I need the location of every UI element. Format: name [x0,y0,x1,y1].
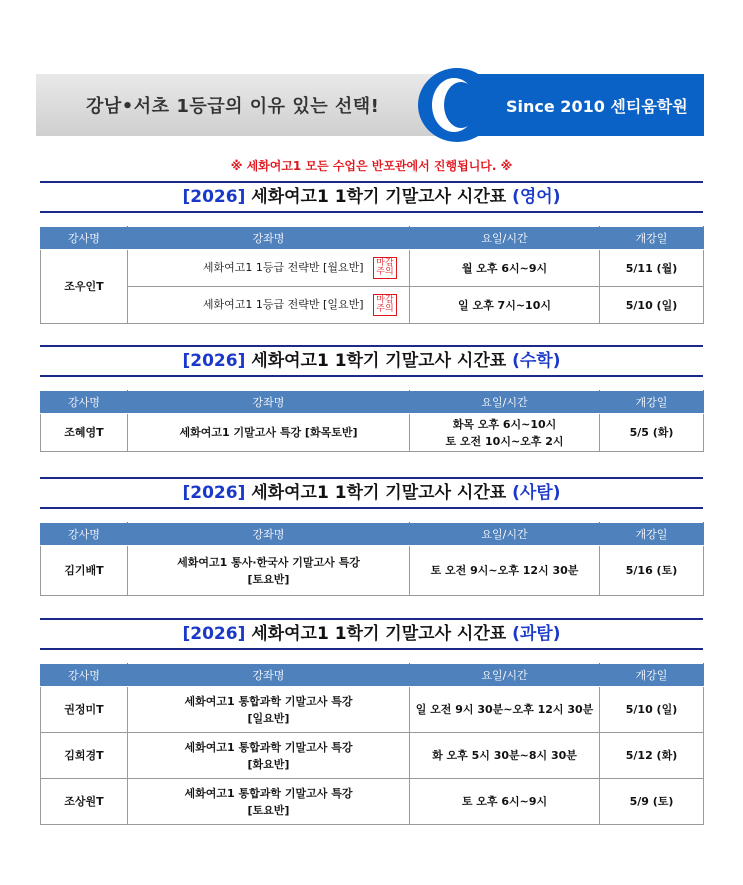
schedule-table [40,226,704,324]
header-teacher: 강사명 [41,227,128,250]
section-title [40,181,703,213]
course-cell [128,546,410,596]
course-line: 세화여고1 통사·한국사 기말고사 특강 [177,555,360,569]
schedule-section-english [40,181,703,314]
header-banner [36,74,704,136]
course-name: 세화여고1 1등급 전략반 [일요반] [202,298,364,311]
schedule-section-science [40,618,703,817]
teacher-cell: 조우인T [41,250,128,324]
header-start: 개강일 [600,523,704,546]
section-title [40,477,703,509]
course-name: 세화여고1 1등급 전략반 [월요반] [202,261,364,274]
course-cell [128,779,410,825]
start-cell: 5/12 (화) [600,733,704,779]
table-row [41,414,704,452]
schedule-table [40,390,704,452]
course-line: [일요반] [247,711,290,725]
time-cell: 화 오후 5시 30분~8시 30분 [410,733,600,779]
start-cell: 5/5 (화) [600,414,704,452]
section-year: [2026] [182,187,246,207]
section-subject: (과탐) [512,624,561,644]
table-row [41,779,704,825]
location-notice: ※ 세화여고1 모든 수업은 반포관에서 진행됩니다. ※ [230,159,513,173]
course-cell: 세화여고1 기말고사 특강 [화목토반] [128,414,410,452]
schedule-section-social [40,477,703,586]
section-title-text: 세화여고1 1학기 기말고사 시간표 [251,187,507,207]
table-row [41,733,704,779]
header-teacher: 강사명 [41,523,128,546]
section-year: [2026] [182,624,246,644]
section-title [40,618,703,650]
time-cell: 토 오전 9시~오후 12시 30분 [410,546,600,596]
teacher-cell: 김희경T [41,733,128,779]
header-start: 개강일 [600,391,704,414]
course-cell [128,250,410,287]
start-cell: 5/10 (일) [600,687,704,733]
time-line: 화목 오후 6시~10시 [452,417,557,431]
course-cell [128,687,410,733]
section-title-text: 세화여고1 1학기 기말고사 시간표 [251,483,507,503]
course-line: [토요반] [247,803,290,817]
teacher-cell: 권정미T [41,687,128,733]
section-year: [2026] [182,483,246,503]
closing-warning-badge [373,257,397,279]
start-cell: 5/11 (월) [600,250,704,287]
time-cell: 월 오후 6시~9시 [410,250,600,287]
teacher-cell: 조혜영T [41,414,128,452]
schedule-table [40,663,704,825]
course-line: 세화여고1 통합과학 기말고사 특강 [184,740,353,754]
header-time: 요일/시간 [410,523,600,546]
section-year: [2026] [182,351,246,371]
teacher-cell: 김기배T [41,546,128,596]
time-cell [410,414,600,452]
header-teacher: 강사명 [41,391,128,414]
banner-academy-name: Since 2010 센티움학원 [506,97,688,116]
header-course: 강좌명 [128,523,410,546]
header-time: 요일/시간 [410,391,600,414]
time-cell: 일 오후 7시~10시 [410,287,600,324]
section-title [40,345,703,377]
closing-warning-badge [373,294,397,316]
badge-text: 마감 주의 [376,258,394,277]
table-row [41,250,704,287]
header-time: 요일/시간 [410,664,600,687]
header-course: 강좌명 [128,227,410,250]
time-cell: 일 오전 9시 30분~오후 12시 30분 [410,687,600,733]
start-cell: 5/10 (일) [600,287,704,324]
schedule-table [40,522,704,596]
section-subject: (수학) [512,351,561,371]
schedule-section-math [40,345,703,448]
banner-swoosh-core [444,82,478,128]
header-teacher: 강사명 [41,664,128,687]
course-line: 세화여고1 통합과학 기말고사 특강 [184,694,353,708]
start-cell: 5/16 (토) [600,546,704,596]
section-title-text: 세화여고1 1학기 기말고사 시간표 [251,624,507,644]
course-cell [128,733,410,779]
header-start: 개강일 [600,664,704,687]
header-course: 강좌명 [128,664,410,687]
badge-text: 마감 주의 [376,295,394,314]
time-line: 토 오전 10시~오후 2시 [445,434,564,448]
course-line: [화요반] [247,757,290,771]
section-subject: (사탐) [512,483,561,503]
table-row [41,687,704,733]
start-cell: 5/9 (토) [600,779,704,825]
header-start: 개강일 [600,227,704,250]
section-subject: (영어) [512,187,561,207]
teacher-cell: 조상원T [41,779,128,825]
header-course: 강좌명 [128,391,410,414]
table-row [41,287,704,324]
course-line: 세화여고1 통합과학 기말고사 특강 [184,786,353,800]
table-row [41,546,704,596]
time-cell: 토 오후 6시~9시 [410,779,600,825]
section-title-text: 세화여고1 1학기 기말고사 시간표 [251,351,507,371]
header-time: 요일/시간 [410,227,600,250]
course-cell [128,287,410,324]
course-line: [토요반] [247,572,290,586]
banner-slogan: 강남•서초 1등급의 이유 있는 선택! [86,96,380,117]
